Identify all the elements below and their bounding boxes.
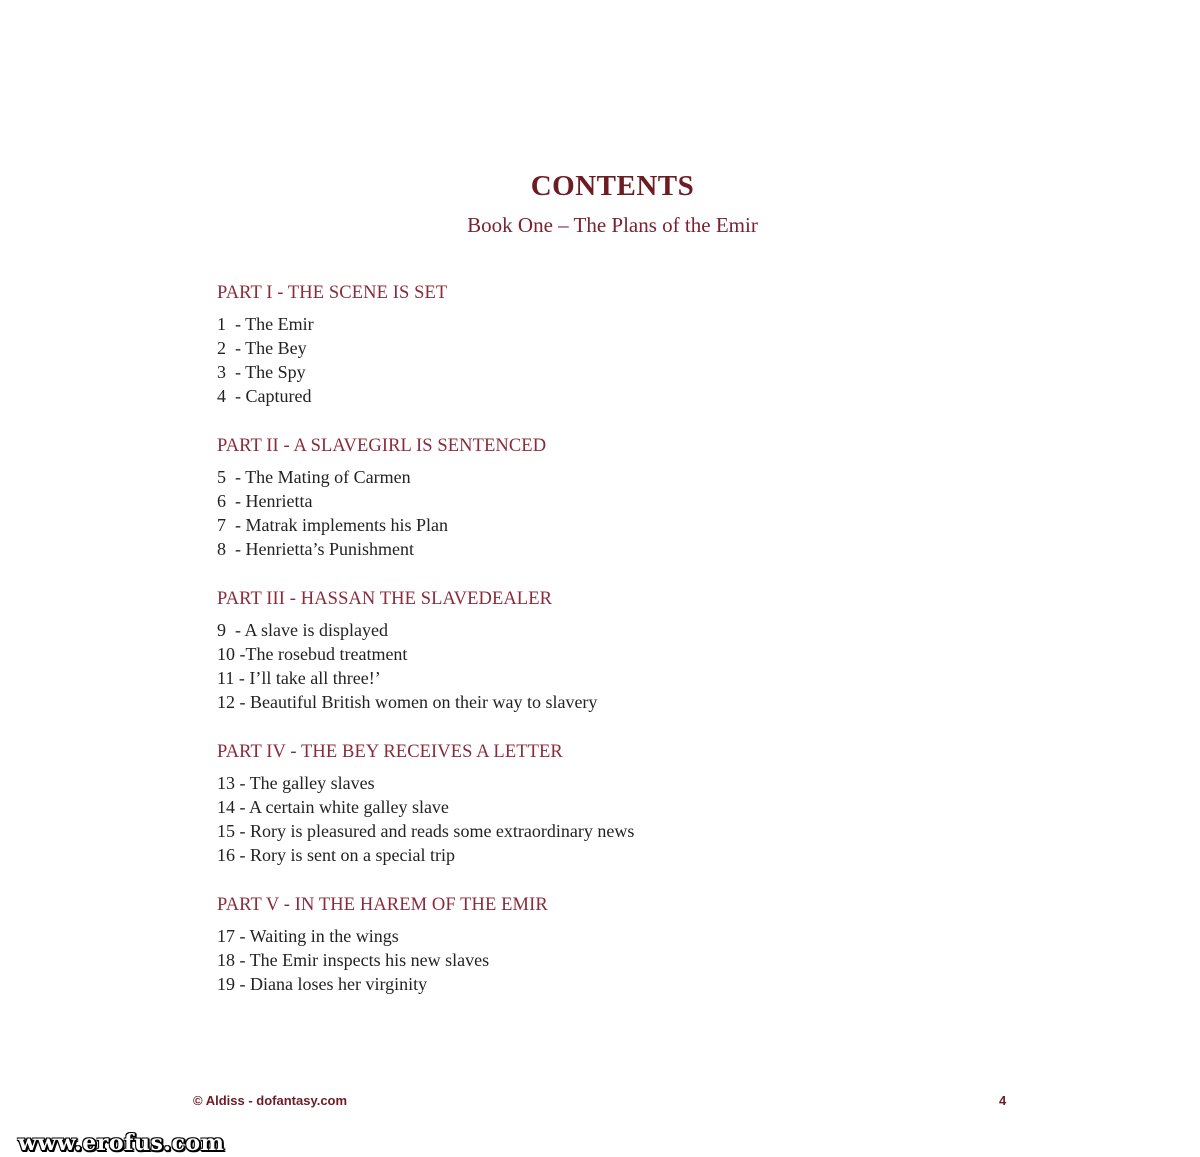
chapter-entry: 1 - The Emir [217, 314, 314, 334]
part-heading: PART II - A SLAVEGIRL IS SENTENCED [217, 436, 547, 456]
chapter-entry: 13 - The galley slaves [217, 773, 375, 793]
chapter-entry: 10 -The rosebud treatment [217, 644, 408, 664]
chapter-entry: 5 - The Mating of Carmen [217, 467, 411, 487]
book-subtitle: Book One – The Plans of the Emir [467, 213, 758, 237]
part-section [217, 433, 917, 561]
chapter-entry: 7 - Matrak implements his Plan [217, 515, 448, 535]
chapter-entry: 18 - The Emir inspects his new slaves [217, 950, 490, 970]
chapter-entry: 15 - Rory is pleasured and reads some extraordinary news [217, 821, 635, 841]
chapter-entry: 6 - Henrietta [217, 491, 313, 511]
site-watermark: www.erofus.com [18, 1130, 225, 1156]
chapter-entry: 19 - Diana loses her virginity [217, 974, 428, 994]
part-section [217, 739, 917, 867]
part-heading: PART V - IN THE HAREM OF THE EMIR [217, 895, 548, 915]
footer-copyright: © Aldiss - dofantasy.com [193, 1093, 348, 1108]
chapter-entry: 2 - The Bey [217, 338, 307, 358]
chapter-entry: 16 - Rory is sent on a special trip [217, 845, 455, 865]
table-of-contents [217, 280, 917, 996]
part-section [217, 892, 917, 996]
part-section [217, 586, 917, 714]
part-heading: PART IV - THE BEY RECEIVES A LETTER [217, 742, 563, 762]
page-number: 4 [999, 1093, 1007, 1108]
part-heading: PART III - HASSAN THE SLAVEDEALER [217, 589, 553, 609]
chapter-entry: 12 - Beautiful British women on their way to slavery [217, 692, 598, 712]
chapter-entry: 4 - Captured [217, 386, 312, 406]
chapter-entry: 11 - I’ll take all three!’ [217, 668, 381, 688]
chapter-entry: 8 - Henrietta’s Punishment [217, 539, 414, 559]
chapter-entry: 3 - The Spy [217, 362, 306, 382]
page-title: CONTENTS [530, 170, 695, 202]
part-heading: PART I - THE SCENE IS SET [217, 283, 448, 303]
part-section [217, 280, 917, 408]
chapter-entry: 14 - A certain white galley slave [217, 797, 449, 817]
chapter-entry: 9 - A slave is displayed [217, 620, 388, 640]
chapter-entry: 17 - Waiting in the wings [217, 926, 399, 946]
